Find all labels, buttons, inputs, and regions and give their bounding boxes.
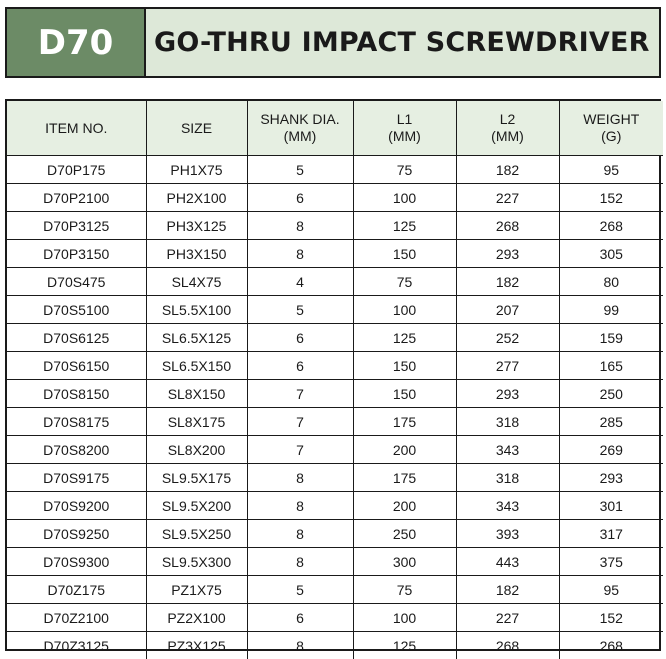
item-no-cell: D70S9300 bbox=[7, 548, 146, 576]
weight-cell: 268 bbox=[559, 212, 663, 240]
size-cell: SL9.5X250 bbox=[146, 520, 247, 548]
l2-cell: 277 bbox=[456, 352, 559, 380]
l1-cell: 75 bbox=[353, 268, 456, 296]
table-row bbox=[7, 604, 663, 632]
shank-dia-cell: 8 bbox=[247, 548, 353, 576]
l2-cell: 268 bbox=[456, 632, 559, 659]
l1-cell: 200 bbox=[353, 436, 456, 464]
column-header-label: WEIGHT bbox=[583, 111, 640, 127]
l2-cell: 293 bbox=[456, 240, 559, 268]
item-no-cell: D70S8200 bbox=[7, 436, 146, 464]
table-row bbox=[7, 184, 663, 212]
table-row bbox=[7, 520, 663, 548]
item-no-cell: D70S9175 bbox=[7, 464, 146, 492]
size-cell: PZ1X75 bbox=[146, 576, 247, 604]
weight-cell: 152 bbox=[559, 604, 663, 632]
l2-cell: 182 bbox=[456, 156, 559, 184]
shank-dia-cell: 6 bbox=[247, 604, 353, 632]
l2-cell: 343 bbox=[456, 436, 559, 464]
l1-cell: 175 bbox=[353, 464, 456, 492]
item-no-cell: D70Z175 bbox=[7, 576, 146, 604]
weight-cell: 317 bbox=[559, 520, 663, 548]
item-no-cell: D70P3150 bbox=[7, 240, 146, 268]
column-header-unit: (G) bbox=[601, 128, 622, 144]
l1-cell: 125 bbox=[353, 212, 456, 240]
l1-cell: 250 bbox=[353, 520, 456, 548]
item-no-cell: D70P175 bbox=[7, 156, 146, 184]
size-cell: SL8X150 bbox=[146, 380, 247, 408]
weight-cell: 99 bbox=[559, 296, 663, 324]
table-row bbox=[7, 268, 663, 296]
table-row bbox=[7, 324, 663, 352]
table-row bbox=[7, 380, 663, 408]
l2-cell: 293 bbox=[456, 380, 559, 408]
size-cell: PH2X100 bbox=[146, 184, 247, 212]
table-header-row bbox=[7, 101, 663, 156]
shank-dia-cell: 7 bbox=[247, 380, 353, 408]
shank-dia-cell: 7 bbox=[247, 436, 353, 464]
item-no-cell: D70S8150 bbox=[7, 380, 146, 408]
l1-cell: 200 bbox=[353, 492, 456, 520]
item-no-cell: D70S6125 bbox=[7, 324, 146, 352]
l1-cell: 75 bbox=[353, 156, 456, 184]
size-header bbox=[146, 101, 247, 156]
l1-cell: 100 bbox=[353, 604, 456, 632]
column-header-label: ITEM NO. bbox=[45, 119, 108, 136]
size-cell: SL8X175 bbox=[146, 408, 247, 436]
column-header-unit: (MM) bbox=[491, 128, 524, 144]
l2-cell: 227 bbox=[456, 184, 559, 212]
table-row bbox=[7, 576, 663, 604]
shank-dia-cell: 5 bbox=[247, 296, 353, 324]
column-header-unit: (MM) bbox=[388, 128, 421, 144]
size-cell: SL6.5X125 bbox=[146, 324, 247, 352]
weight-cell: 80 bbox=[559, 268, 663, 296]
shank-dia-cell: 6 bbox=[247, 352, 353, 380]
weight-cell: 301 bbox=[559, 492, 663, 520]
weight-cell: 159 bbox=[559, 324, 663, 352]
weight-header bbox=[559, 101, 663, 156]
weight-cell: 269 bbox=[559, 436, 663, 464]
column-header-label: SHANK DIA. bbox=[260, 111, 340, 127]
weight-cell: 285 bbox=[559, 408, 663, 436]
table-row bbox=[7, 156, 663, 184]
product-header bbox=[5, 7, 661, 78]
l1-cell: 75 bbox=[353, 576, 456, 604]
weight-cell: 95 bbox=[559, 576, 663, 604]
l1-cell: 125 bbox=[353, 632, 456, 659]
item-no-cell: D70S9250 bbox=[7, 520, 146, 548]
l2-cell: 207 bbox=[456, 296, 559, 324]
l2-cell: 318 bbox=[456, 464, 559, 492]
shank-dia-cell: 8 bbox=[247, 212, 353, 240]
l2-cell: 182 bbox=[456, 576, 559, 604]
spec-table-container bbox=[5, 99, 661, 654]
table-row bbox=[7, 352, 663, 380]
shank-dia-cell: 6 bbox=[247, 184, 353, 212]
item-no-header bbox=[7, 101, 146, 156]
shank-dia-cell: 7 bbox=[247, 408, 353, 436]
shank-dia-cell: 5 bbox=[247, 576, 353, 604]
size-cell: SL8X200 bbox=[146, 436, 247, 464]
size-cell: SL6.5X150 bbox=[146, 352, 247, 380]
table-row bbox=[7, 240, 663, 268]
l1-cell: 150 bbox=[353, 380, 456, 408]
weight-cell: 250 bbox=[559, 380, 663, 408]
table-row bbox=[7, 408, 663, 436]
l1-cell: 150 bbox=[353, 240, 456, 268]
shank-dia-cell: 8 bbox=[247, 492, 353, 520]
l1-cell: 150 bbox=[353, 352, 456, 380]
shank-dia-cell: 6 bbox=[247, 324, 353, 352]
table-row bbox=[7, 296, 663, 324]
l1-cell: 100 bbox=[353, 296, 456, 324]
weight-cell: 375 bbox=[559, 548, 663, 576]
table-row bbox=[7, 632, 663, 659]
l1-cell: 100 bbox=[353, 184, 456, 212]
column-header-label: SIZE bbox=[180, 119, 213, 136]
weight-cell: 95 bbox=[559, 156, 663, 184]
table-row bbox=[7, 212, 663, 240]
l1-header bbox=[353, 101, 456, 156]
shank-dia-cell: 8 bbox=[247, 464, 353, 492]
l2-cell: 252 bbox=[456, 324, 559, 352]
item-no-cell: D70Z3125 bbox=[7, 632, 146, 659]
item-no-cell: D70S475 bbox=[7, 268, 146, 296]
spec-table bbox=[7, 101, 663, 659]
product-title: GO-THRU IMPACT SCREWDRIVER bbox=[146, 9, 659, 76]
l1-cell: 125 bbox=[353, 324, 456, 352]
weight-cell: 152 bbox=[559, 184, 663, 212]
column-header-label: L1 bbox=[396, 111, 413, 127]
table-row bbox=[7, 548, 663, 576]
column-header-unit: (MM) bbox=[283, 128, 317, 144]
table-row bbox=[7, 464, 663, 492]
l2-cell: 343 bbox=[456, 492, 559, 520]
size-cell: PZ2X100 bbox=[146, 604, 247, 632]
size-cell: PZ3X125 bbox=[146, 632, 247, 659]
shank-dia-cell: 8 bbox=[247, 520, 353, 548]
weight-cell: 293 bbox=[559, 464, 663, 492]
item-no-cell: D70Z2100 bbox=[7, 604, 146, 632]
l2-header bbox=[456, 101, 559, 156]
weight-cell: 268 bbox=[559, 632, 663, 659]
size-cell: SL4X75 bbox=[146, 268, 247, 296]
l2-cell: 443 bbox=[456, 548, 559, 576]
shank-dia-header bbox=[247, 101, 353, 156]
product-code-badge: D70 bbox=[7, 9, 146, 76]
size-cell: SL9.5X200 bbox=[146, 492, 247, 520]
shank-dia-cell: 8 bbox=[247, 240, 353, 268]
l1-cell: 300 bbox=[353, 548, 456, 576]
table-row bbox=[7, 436, 663, 464]
column-header-label: L2 bbox=[499, 111, 516, 127]
item-no-cell: D70P2100 bbox=[7, 184, 146, 212]
l2-cell: 268 bbox=[456, 212, 559, 240]
shank-dia-cell: 5 bbox=[247, 156, 353, 184]
l2-cell: 182 bbox=[456, 268, 559, 296]
l2-cell: 393 bbox=[456, 520, 559, 548]
shank-dia-cell: 4 bbox=[247, 268, 353, 296]
size-cell: PH3X150 bbox=[146, 240, 247, 268]
table-body bbox=[7, 156, 663, 659]
size-cell: SL9.5X175 bbox=[146, 464, 247, 492]
size-cell: PH3X125 bbox=[146, 212, 247, 240]
l2-cell: 318 bbox=[456, 408, 559, 436]
size-cell: PH1X75 bbox=[146, 156, 247, 184]
l1-cell: 175 bbox=[353, 408, 456, 436]
l2-cell: 227 bbox=[456, 604, 559, 632]
size-cell: SL9.5X300 bbox=[146, 548, 247, 576]
size-cell: SL5.5X100 bbox=[146, 296, 247, 324]
item-no-cell: D70S8175 bbox=[7, 408, 146, 436]
item-no-cell: D70S5100 bbox=[7, 296, 146, 324]
weight-cell: 305 bbox=[559, 240, 663, 268]
weight-cell: 165 bbox=[559, 352, 663, 380]
item-no-cell: D70S6150 bbox=[7, 352, 146, 380]
shank-dia-cell: 8 bbox=[247, 632, 353, 659]
item-no-cell: D70S9200 bbox=[7, 492, 146, 520]
table-row bbox=[7, 492, 663, 520]
item-no-cell: D70P3125 bbox=[7, 212, 146, 240]
